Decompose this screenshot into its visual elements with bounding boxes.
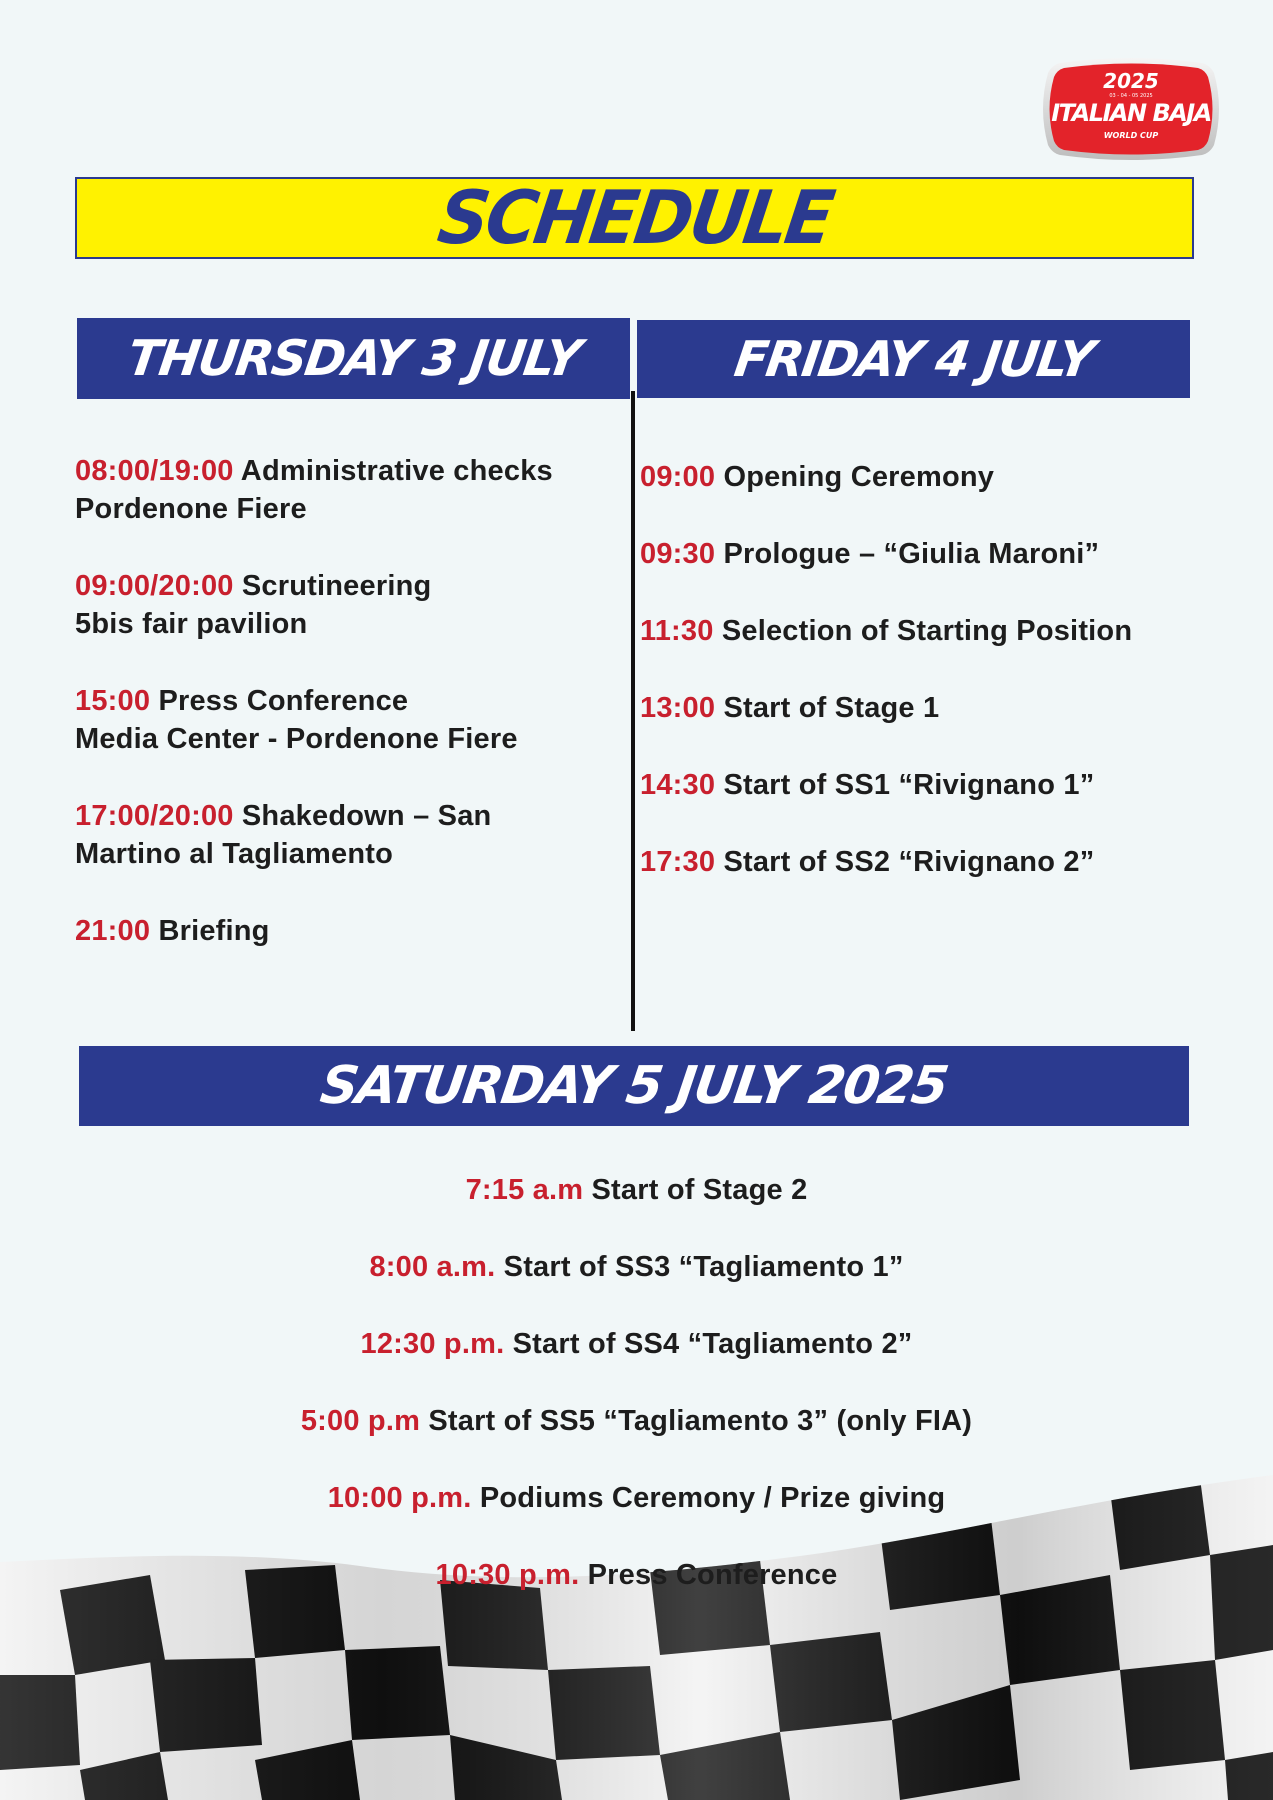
event-title: Start of SS3 “Tagliamento 1” bbox=[503, 1251, 904, 1283]
event-time: 7:15 a.m bbox=[465, 1174, 584, 1206]
logo-badge-icon bbox=[1038, 57, 1224, 161]
list-item bbox=[640, 535, 1200, 573]
logo-year: 2025 bbox=[1103, 69, 1159, 93]
event-time: 14:30 bbox=[640, 769, 716, 801]
event-title: Start of SS2 “Rivignano 2” bbox=[723, 846, 1095, 878]
event-title: Scrutineering bbox=[241, 570, 432, 602]
event-location: Martino al Tagliamento bbox=[75, 838, 394, 870]
list-item bbox=[0, 1325, 1273, 1363]
event-time: 15:00 bbox=[75, 685, 151, 717]
saturday-header bbox=[79, 1046, 1189, 1126]
event-location: 5bis fair pavilion bbox=[75, 608, 308, 640]
friday-events bbox=[640, 458, 1200, 920]
event-time: 12:30 p.m. bbox=[360, 1328, 505, 1360]
list-item bbox=[0, 1556, 1273, 1594]
event-time: 10:30 p.m. bbox=[435, 1559, 580, 1591]
event-title: Press Conference bbox=[587, 1559, 838, 1591]
list-item bbox=[640, 612, 1200, 650]
logo-name: ITALIAN BAJA bbox=[1051, 99, 1211, 127]
event-title: Briefing bbox=[158, 915, 270, 947]
list-item bbox=[75, 682, 625, 758]
event-title: Selection of Starting Position bbox=[721, 615, 1133, 647]
list-item bbox=[75, 912, 625, 950]
event-time: 09:00/20:00 bbox=[75, 570, 234, 602]
list-item bbox=[75, 452, 625, 528]
event-time: 17:00/20:00 bbox=[75, 800, 234, 832]
thursday-events bbox=[75, 452, 625, 989]
italian-baja-logo bbox=[1038, 57, 1224, 161]
event-title: Start of SS4 “Tagliamento 2” bbox=[512, 1328, 913, 1360]
event-time: 13:00 bbox=[640, 692, 716, 724]
title-banner bbox=[75, 174, 1194, 262]
list-item bbox=[0, 1479, 1273, 1517]
event-title: Podiums Ceremony / Prize giving bbox=[479, 1482, 946, 1514]
event-title: Start of SS1 “Rivignano 1” bbox=[723, 769, 1095, 801]
friday-header-label: FRIDAY 4 JULY bbox=[730, 330, 1097, 388]
event-title: Opening Ceremony bbox=[723, 461, 995, 493]
saturday-header-label: SATURDAY 5 JULY 2025 bbox=[317, 1056, 951, 1116]
list-item bbox=[640, 843, 1200, 881]
event-title: Prologue – “Giulia Maroni” bbox=[723, 538, 1100, 570]
event-location: Media Center - Pordenone Fiere bbox=[75, 723, 518, 755]
event-time: 5:00 p.m bbox=[300, 1405, 421, 1437]
event-time: 09:30 bbox=[640, 538, 716, 570]
list-item bbox=[0, 1402, 1273, 1440]
page-title: SCHEDULE bbox=[432, 174, 837, 262]
event-time: 17:30 bbox=[640, 846, 716, 878]
event-time: 11:30 bbox=[640, 615, 714, 647]
saturday-events bbox=[0, 1171, 1273, 1633]
logo-tagline: WORLD CUP bbox=[1103, 131, 1159, 140]
list-item bbox=[0, 1171, 1273, 1209]
event-title: Start of Stage 1 bbox=[723, 692, 940, 724]
event-time: 09:00 bbox=[640, 461, 716, 493]
event-location: Pordenone Fiere bbox=[75, 493, 307, 525]
list-item bbox=[0, 1248, 1273, 1286]
event-title: Shakedown – San bbox=[241, 800, 492, 832]
event-title: Administrative checks bbox=[240, 455, 553, 487]
event-time: 21:00 bbox=[75, 915, 151, 947]
event-title: Start of Stage 2 bbox=[591, 1174, 808, 1206]
event-time: 10:00 p.m. bbox=[327, 1482, 472, 1514]
list-item bbox=[640, 689, 1200, 727]
event-time: 8:00 a.m. bbox=[369, 1251, 496, 1283]
column-divider bbox=[631, 391, 635, 1031]
list-item bbox=[640, 458, 1200, 496]
thursday-header-label: THURSDAY 3 JULY bbox=[123, 330, 584, 387]
event-title: Start of SS5 “Tagliamento 3” (only FIA) bbox=[428, 1405, 973, 1437]
logo-dates: 03 - 04 - 05 2025 bbox=[1109, 93, 1153, 99]
thursday-header bbox=[77, 318, 630, 399]
event-time: 08:00/19:00 bbox=[75, 455, 234, 487]
list-item bbox=[640, 766, 1200, 804]
list-item bbox=[75, 797, 625, 873]
event-title: Press Conference bbox=[158, 685, 409, 717]
friday-header bbox=[637, 320, 1190, 398]
list-item bbox=[75, 567, 625, 643]
